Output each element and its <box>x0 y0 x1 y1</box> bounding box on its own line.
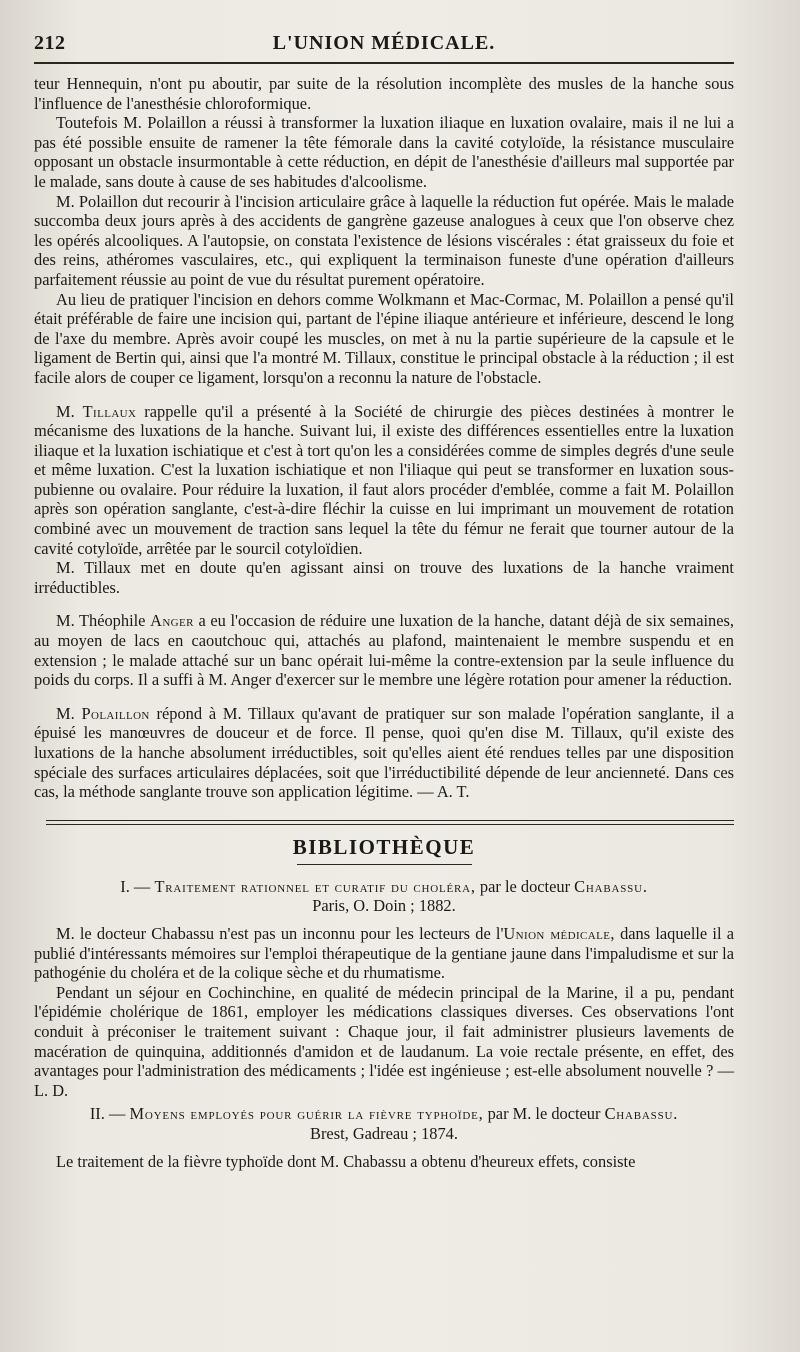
paragraph: Le traitement de la fièvre typhoïde dont M. Chabassu a obtenu d'heureux effets, consiste <box>56 1151 636 1171</box>
entry-number: I. — <box>120 876 151 896</box>
entry-publisher: Brest, Gadreau ; 1874. <box>310 1123 458 1143</box>
paragraph: Au lieu de pratiquer l'incision en dehors comme Wolkmann et Mac-Cormac, M. Polaillon a pensé qu'il était préférable de faire une incision qui, partant de l'épine iliaque antérieure et inférieure, descend le long de l'axe du membre. Après avoir coupé les muscles, on met à nu la partie supérieure de la capsule et le ligament de Bertin qui, ainsi que l'a montré M. Tillaux, constitue le principal obstacle à la réduction ; il est facile alors de couper ce ligament, lorsqu'on a reconnu la nature de l'obstacle. <box>34 289 734 387</box>
paragraph-text: a eu l'occasion de réduire une luxation de la hanche, datant déjà de six semaines, au moyen de lacs en caoutchouc qui, attachés au plafond, maintenaient le membre suspendu et en extension ; le malade attaché sur un banc opérait lui-même la contre-extension par la seule influence du poids du corps. Il a suffi à M. Anger d'exercer sur le membre une légère rotation pour amener la réduction. <box>34 611 734 690</box>
entry-title: Traitement rationnel et curatif du choléra, <box>154 876 476 896</box>
paragraph <box>34 704 734 802</box>
entry-title: Moyens employés pour guérir la fièvre typhoïde, <box>129 1104 484 1124</box>
paragraph <box>34 924 734 983</box>
running-head <box>34 28 734 60</box>
paragraph-text: répond à M. Tillaux qu'avant de pratiquer sur son malade l'opération sanglante, il a épuisé les manœuvres de douceur et de force. Il pense, quoi qu'en dise M. Tillaux, qu'il existe des luxations de la hanche absolument irréductibles, soit qu'elles aient été rendues telles par une disposition spéciale des surfaces articulaires déplacées, soit que l'irréductibilité dépende de leur ancienneté. Dans ces cas, la méthode sanglante trouve son application légitime. — A. T. <box>34 703 734 802</box>
speaker-name: Polaillon <box>81 703 150 723</box>
entry-author: Chabassu. <box>574 876 648 896</box>
paragraph-text: dans laquelle il a publié d'intéressants mémoires sur l'emploi thérapeutique de la gentiane jaune dans l'impaludisme et sur la pathogénie du choléra et de la colique sèche et du rhumatisme. <box>34 923 734 983</box>
journal-name: Union médicale, <box>503 923 615 943</box>
section-title: BIBLIOTHÈQUE <box>292 834 476 859</box>
paragraph: Toutefois M. Polaillon a réussi à transformer la luxation iliaque en luxation ovalaire, mais il ne lui a pas été possible ensuite de ramener la tête fémorale dans la cavité cotyloïde, la résistance musculaire opposant un obstacle insurmontable à cette réduction, en dépit de l'anesthésie d'ailleurs mal supportée par le malade, sans doute à cause de ses habitudes d'alcoolisme. <box>34 113 734 191</box>
speaker-prefix: M. <box>56 401 75 421</box>
paragraph <box>34 611 734 689</box>
entry-byline: par M. le docteur <box>487 1104 601 1124</box>
page-number: 212 <box>34 32 66 54</box>
paragraph: M. Polaillon dut recourir à l'incision articulaire grâce à laquelle la réduction fut opérée. Mais le malade succomba deux jours après à des accidents de gangrène gazeuse analogues à ceux que l'on observe chez les opérés alcooliques. A l'autopsie, on constata l'existence de lésions viscérales : état graisseux du foie et des reins, athéromes vasculaires, etc., qui expliquent la terminaison funeste d'une opération d'ailleurs parfaitement réussie au point de vue du résultat purement opératoire. <box>34 191 734 289</box>
paragraph: Pendant un séjour en Cochinchine, en qualité de médecin principal de la Marine, il a pu, pendant l'épidémie cholérique de 1861, employer les médications classiques diverses. Ces observations l'ont conduit à préconiser le traitement suivant : Chaque jour, il fait administrer plusieurs lavements de macération de quinquina, additionnés d'amidon et de laudanum. La voie rectale présente, en effet, des avantages pour l'administration des médicaments ; l'idée est ingénieuse ; est-elle absolument nouvelle ? — L. D. <box>34 982 734 1100</box>
paragraph: M. Tillaux met en doute qu'en agissant ainsi on trouve des luxations de la hanche vraiment irréductibles. <box>34 558 734 597</box>
article-body <box>34 74 734 802</box>
speaker-prefix: M. <box>56 703 75 723</box>
bib-entry-heading <box>34 877 734 916</box>
bib-entry-heading <box>34 1104 734 1143</box>
section-title-rule <box>297 864 472 865</box>
speaker-name: Anger <box>150 611 194 631</box>
entry-byline: par le docteur <box>479 876 571 896</box>
entry-number: II. — <box>89 1104 126 1124</box>
speaker-prefix: M. Théophile <box>56 611 146 631</box>
paragraph-text: M. le docteur Chabassu n'est pas un inconnu pour les lecteurs de l' <box>56 923 504 943</box>
section-divider <box>46 820 734 825</box>
entry-author: Chabassu. <box>604 1104 679 1124</box>
paragraph: teur Hennequin, n'ont pu aboutir, par suite de la résolution incomplète des musles de la hanche sous l'influence de l'anesthésie chloroformique. <box>34 74 734 113</box>
paragraph-text: rappelle qu'il a présenté à la Société de chirurgie des pièces destinées à montrer le mécanisme des luxations de la hanche. Suivant lui, il existe des différences essentielles entre la luxation iliaque et la luxation ischiatique et c'est à tort qu'on les a considérées comme de simples degrés d'une seule et même luxation. C'est la luxation ischiatique et non l'iliaque qui peut se transformer en luxation sous-pubienne ou ovalaire. Pour réduire la luxation, il faut alors procéder d'emblée, comme a fait M. Polaillon après son opération sanglante, c'est-à-dire fléchir la cuisse en lui imprimant un mouvement de rotation combiné avec un mouvement de traction sans lequel la tête du fémur ne ferait que tourner autour de la cavité cotyloïde, arrêtée par le sourcil cotyloïdien. <box>34 401 734 558</box>
speaker-name: Tillaux <box>82 401 137 421</box>
paragraph <box>34 402 734 559</box>
entry-publisher: Paris, O. Doin ; 1882. <box>312 896 456 916</box>
bibliography-section <box>34 877 734 1171</box>
header-rule <box>34 62 734 64</box>
journal-title: L'UNION MÉDICALE. <box>272 32 496 54</box>
